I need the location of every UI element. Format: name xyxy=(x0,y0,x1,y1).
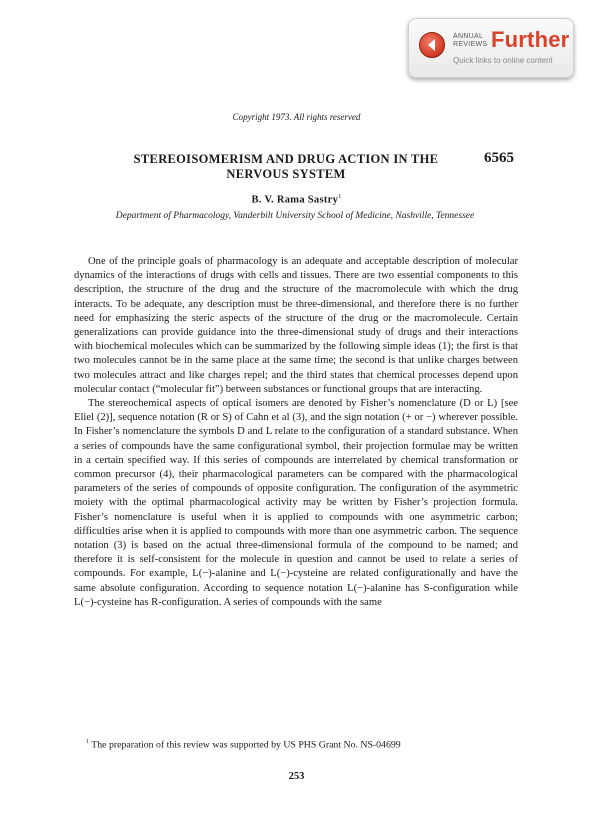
page-number: 253 xyxy=(288,771,305,782)
further-logo-text: Further xyxy=(491,27,570,52)
footnote xyxy=(74,739,518,750)
article-title xyxy=(100,152,472,182)
author-footnote-mark: 1 xyxy=(338,194,342,200)
further-badge[interactable] xyxy=(408,18,574,78)
author-affiliation: Department of Pharmacology, Vanderbilt University School of Medicine, Nashville, Tennessee xyxy=(115,211,475,221)
copyright-notice: Copyright 1973. All rights reserved xyxy=(232,112,361,122)
footnote-text: The preparation of this review was supported by US PHS Grant No. NS-04699 xyxy=(91,739,401,751)
article-body xyxy=(74,255,518,610)
further-tagline: Quick links to online content xyxy=(453,56,553,65)
annual-reviews-logo-text: ANNUAL REVIEWS xyxy=(453,33,488,48)
body-paragraph: The stereochemical aspects of optical isomers are denoted by Fisher’s nomenclature (D or L) [see Eliel (2)], sequence notation (R or S) of Cahn et al (3), and the sign notation (+ or −) wherever possible. In Fisher’s nomenclature the symbols D and L relate to the configuration of a standard substance. When a series of compounds have the same configurational symbol, their projection formulae may be written in a certain specified way. If this series of compounds are interrelated by chemical transformation or common precursor (4), their pharmacological parameters can be compared with the pharmacological parameters of the series of compounds of opposite configuration. The configuration of the asymmetric moiety with the optimal pharmacological activity may be written by Fisher’s projection formula. Fisher’s nomenclature is useful when it is applied to compounds with one asymmetric carbon; difficulties arise when it is applied to compounds with more than one asymmetric carbon. The sequence notation (3) is based on the actual three-dimensional formula of the compound to be named; and therefore it is self-consistent for the molecule in question and cannot be used to relate a series of compounds. For example, L(−)-alanine and L(−)-cysteine are related configurationally and have the same absolute configuration. According to sequence notation L(−)-alanine has S-configuration while L(−)-cysteine has R-configuration. A series of compounds with the same xyxy=(74,398,518,608)
footnote-mark: 1 xyxy=(86,739,89,745)
article-title-line2: NERVOUS SYSTEM xyxy=(226,167,346,181)
article-title-line1: STEREOISOMERISM AND DRUG ACTION IN THE xyxy=(133,152,439,166)
arrow-circle-icon xyxy=(419,32,445,58)
article-number: 6565 xyxy=(484,150,514,166)
author-line xyxy=(0,194,593,206)
author-name: B. V. Rama Sastry xyxy=(251,194,339,206)
body-paragraph: One of the principle goals of pharmacology is an adequate and acceptable description of molecular dynamics of the interactions of drugs with cells and tissues. There are two essential components to this description, the structure of the drug and the structure of the macromolecule with which the drug interacts. To be adequate, any description must be three-dimensional, and therefore there is no further need for emphasizing the steric aspects of the structure of the drug or the macromolecule. Certain generalizations can provide guidance into the three-dimensional study of drugs and their interactions with biochemical molecules which can be summarized by the following simple ideas (1); the first is that two molecules cannot be in the same place at the same time; the second is that unlike charges between two molecules attract and like charges repel; and the third states that chemical processes depend upon molecular contact (“molecular fit”) between substances or functional groups that are interacting. xyxy=(74,256,518,395)
